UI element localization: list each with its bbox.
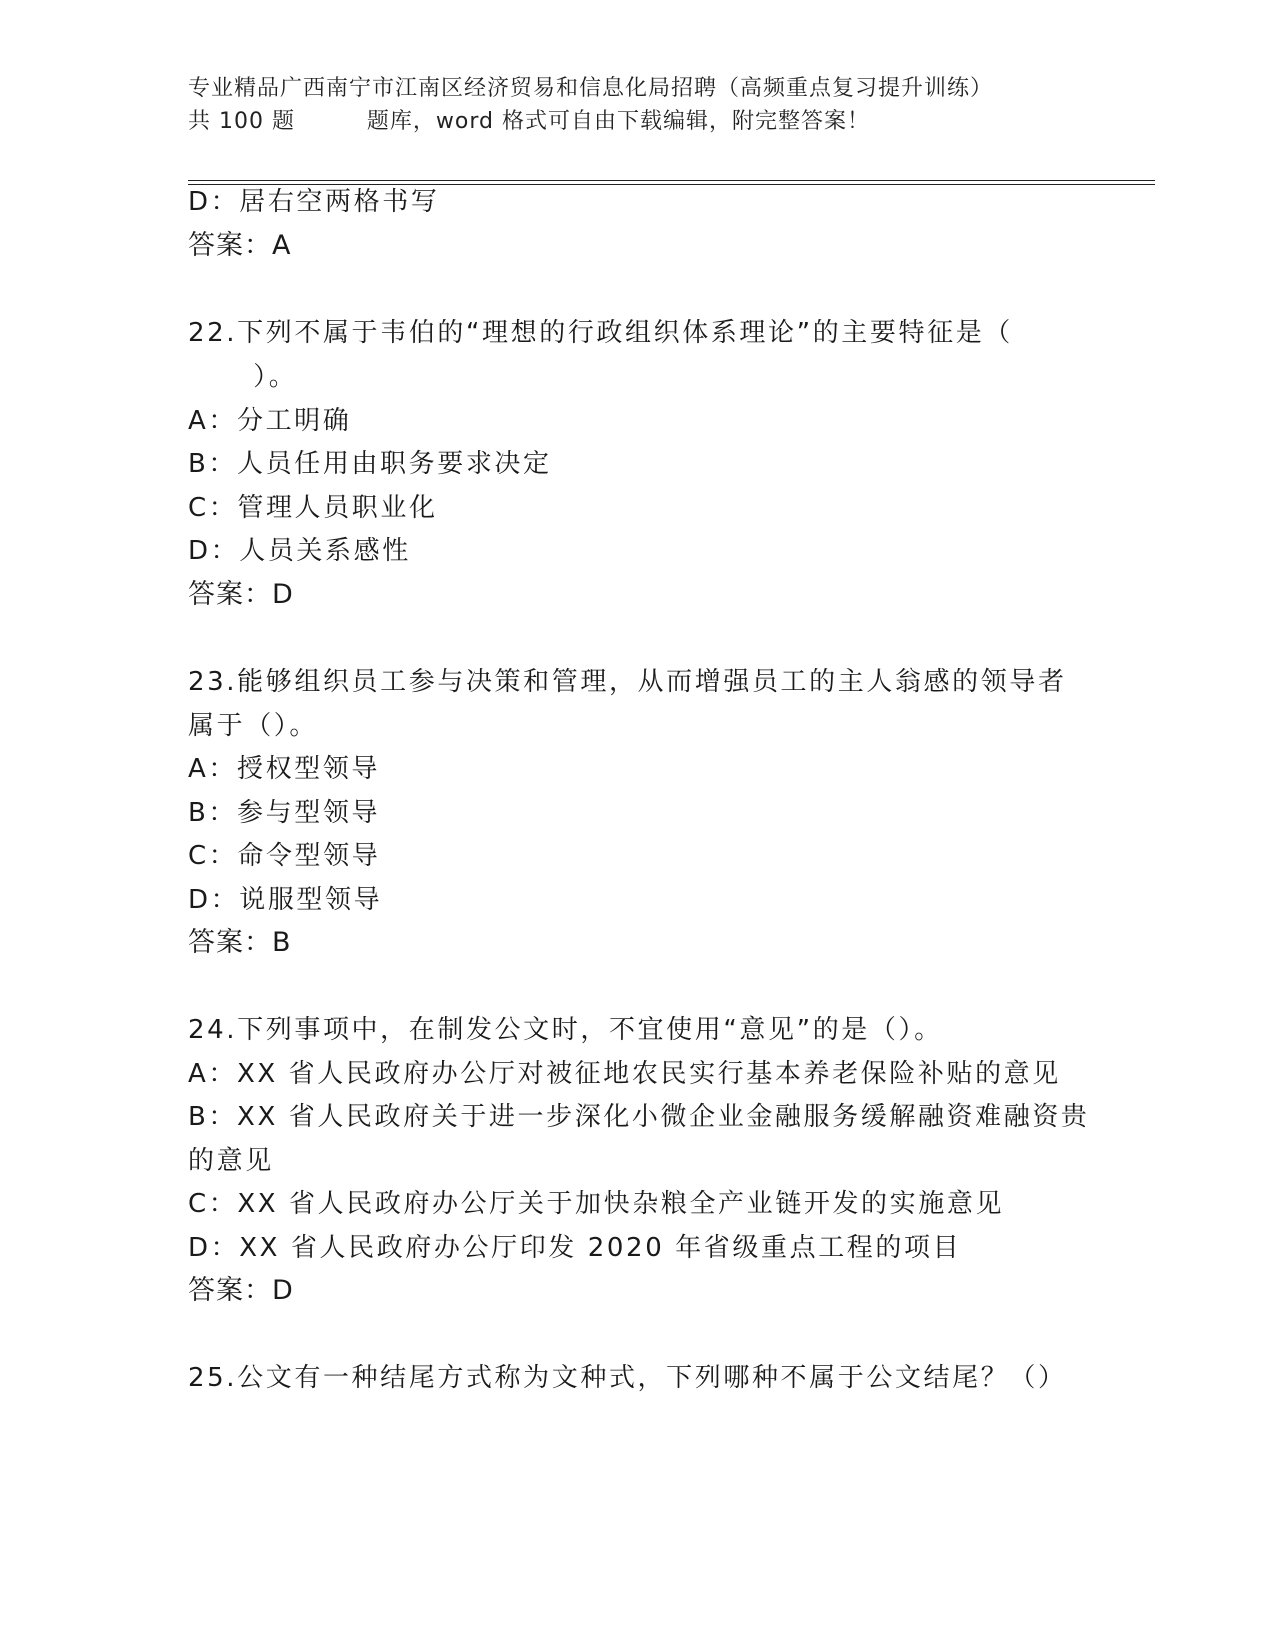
- q24-option-a: A：XX 省人民政府办公厅对被征地农民实行基本养老保险补贴的意见: [188, 1059, 1061, 1089]
- q24-option-b-cont: 的意见: [188, 1146, 274, 1176]
- q22-option-b: B：人员任用由职务要求决定: [188, 449, 552, 479]
- q23-option-a: A：授权型领导: [188, 754, 380, 784]
- q24-option-b: B：XX 省人民政府关于进一步深化小微企业金融服务缓解融资难融资贵: [188, 1102, 1090, 1132]
- header-title: 专业精品广西南宁市江南区经济贸易和信息化局招聘（高频重点复习提升训练）: [188, 76, 994, 101]
- q23-stem-line2: 属于（）。: [188, 711, 319, 741]
- q24-option-d: D：XX 省人民政府办公厅印发 2020 年省级重点工程的项目: [188, 1233, 962, 1263]
- header-divider-top: [188, 180, 1155, 181]
- q22-stem-line2: ）。: [188, 362, 298, 392]
- q22-stem-line1: 22.下列不属于韦伯的“理想的行政组织体系理论”的主要特征是（: [188, 318, 1013, 348]
- prev-option-d: D：居右空两格书写: [188, 187, 440, 217]
- page-header: [188, 72, 1148, 138]
- q22-option-a: A：分工明确: [188, 406, 352, 436]
- q23-answer: 答案：B: [188, 927, 292, 958]
- q22-option-d: D：人员关系感性: [188, 536, 411, 566]
- q25-stem-line1: 25.公文有一种结尾方式称为文种式，下列哪种不属于公文结尾？（）: [188, 1363, 1067, 1393]
- header-subtitle: 共 100 题 题库，word 格式可自由下载编辑，附完整答案！: [188, 109, 870, 134]
- q23-option-c: C：命令型领导: [188, 841, 381, 871]
- q24-option-c: C：XX 省人民政府办公厅关于加快杂粮全产业链开发的实施意见: [188, 1189, 1005, 1219]
- q23-option-d: D：说服型领导: [188, 885, 383, 915]
- prev-answer: 答案：A: [188, 230, 292, 261]
- q23-option-b: B：参与型领导: [188, 798, 381, 828]
- q22-answer: 答案：D: [188, 579, 294, 610]
- q23-stem-line1: 23.能够组织员工参与决策和管理，从而增强员工的主人翁感的领导者: [188, 667, 1067, 697]
- q24-answer: 答案：D: [188, 1275, 294, 1306]
- q22-option-c: C：管理人员职业化: [188, 493, 438, 523]
- q24-stem-line1: 24.下列事项中，在制发公文时，不宜使用“意见”的是（）。: [188, 1015, 943, 1045]
